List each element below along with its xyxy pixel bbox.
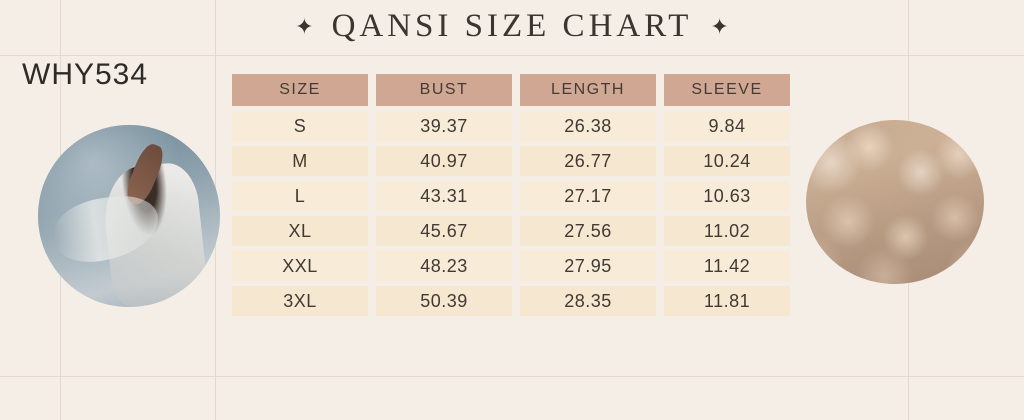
sparkle-icon: ✦	[295, 13, 314, 39]
cell-length: 28.35	[520, 286, 656, 316]
cell-sleeve: 11.02	[664, 216, 790, 246]
clouds-photo	[806, 120, 984, 284]
cell-size: XXL	[232, 251, 368, 281]
cell-bust: 45.67	[376, 216, 512, 246]
photo-shade-overlay	[806, 120, 984, 284]
cell-bust: 40.97	[376, 146, 512, 176]
cell-length: 27.56	[520, 216, 656, 246]
grid-line-horizontal	[0, 55, 1024, 56]
table-row	[232, 251, 792, 281]
sparkle-icon: ✦	[710, 13, 729, 39]
cell-size: S	[232, 111, 368, 141]
cell-bust: 39.37	[376, 111, 512, 141]
cell-bust: 48.23	[376, 251, 512, 281]
cell-sleeve: 10.24	[664, 146, 790, 176]
page-title	[0, 8, 1024, 45]
product-code-label: WHY534	[22, 58, 149, 91]
cell-sleeve: 11.42	[664, 251, 790, 281]
cell-sleeve: 9.84	[664, 111, 790, 141]
cell-length: 27.95	[520, 251, 656, 281]
table-row	[232, 216, 792, 246]
cell-length: 26.38	[520, 111, 656, 141]
page-title-text: QANSI SIZE CHART	[331, 8, 693, 44]
size-chart-table	[232, 74, 792, 321]
column-header-length: LENGTH	[520, 74, 656, 106]
column-header-size: SIZE	[232, 74, 368, 106]
table-row	[232, 111, 792, 141]
column-header-sleeve: SLEEVE	[664, 74, 790, 106]
cell-size: M	[232, 146, 368, 176]
cell-size: L	[232, 181, 368, 211]
table-header-row	[232, 74, 792, 106]
table-row	[232, 146, 792, 176]
model-photo	[38, 125, 220, 307]
cell-size: XL	[232, 216, 368, 246]
cell-size: 3XL	[232, 286, 368, 316]
column-header-bust: BUST	[376, 74, 512, 106]
cell-bust: 50.39	[376, 286, 512, 316]
table-row	[232, 181, 792, 211]
cell-length: 27.17	[520, 181, 656, 211]
cell-sleeve: 10.63	[664, 181, 790, 211]
cell-sleeve: 11.81	[664, 286, 790, 316]
grid-line-horizontal	[0, 376, 1024, 377]
cell-length: 26.77	[520, 146, 656, 176]
cell-bust: 43.31	[376, 181, 512, 211]
table-row	[232, 286, 792, 316]
